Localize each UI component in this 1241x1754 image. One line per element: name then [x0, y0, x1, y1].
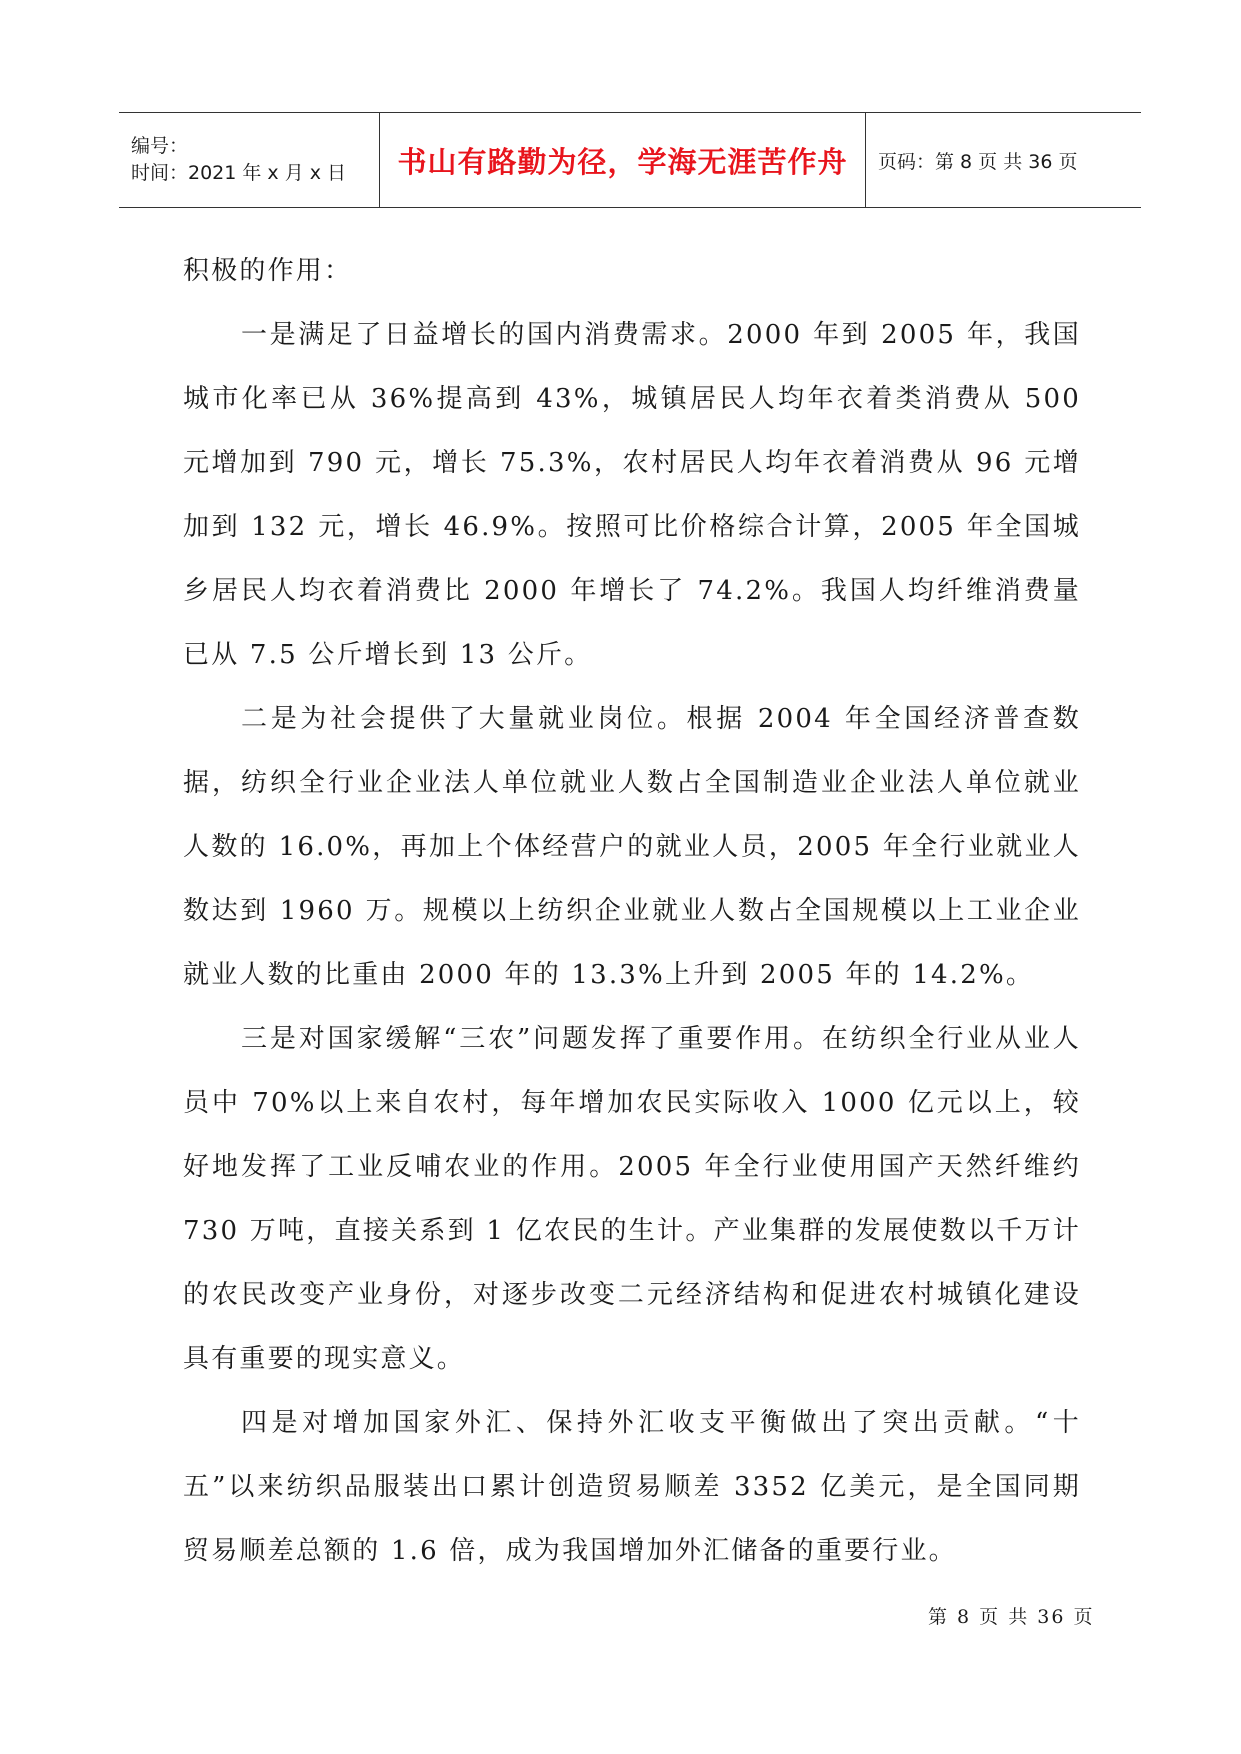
header-page-number: 页码：第 8 页 共 36 页	[878, 150, 1078, 173]
body-paragraph: 三是对国家缓解“三农”问题发挥了重要作用。在纺织全行业从业人员中 70%以上来自农村，每年增加农民实际收入 1000 亿元以上，较好地发挥了工业反哺农业的作用。2005 年全行业使用国产天然纤维约 730 万吨，直接关系到 1 亿农民的生计。产业集群的发展使数以千万计的农民改变产业身份，对逐步改变二元经济结构和促进农村城镇化建设具有重要的现实意义。	[183, 1024, 1081, 1374]
header-page-cell	[866, 113, 1141, 207]
body-paragraph: 四是对增加国家外汇、保持外汇收支平衡做出了突出贡献。“十五”以来纺织品服装出口累计创造贸易顺差 3352 亿美元，是全国同期贸易顺差总额的 1.6 倍，成为我国增加外汇储备的重要行业。	[183, 1408, 1081, 1566]
page-header	[119, 112, 1141, 208]
header-motto-cell	[380, 113, 866, 207]
body-paragraph: 一是满足了日益增长的国内消费需求。2000 年到 2005 年，我国城市化率已从 36%提高到 43%，城镇居民人均年衣着类消费从 500 元增加到 790 元，增长 75.3%，农村居民人均年衣着消费从 96 元增加到 132 元，增长 46.9%。按照可比价格综合计算，2005 年全国城乡居民人均衣着消费比 2000 年增长了 74.2%。我国人均纤维消费量已从 7.5 公斤增长到 13 公斤。	[183, 320, 1081, 670]
body-paragraph: 积极的作用：	[183, 256, 353, 286]
document-time-label: 时间：2021 年 x 月 x 日	[131, 162, 347, 184]
header-meta	[119, 113, 380, 207]
page-footer: 第 8 页 共 36 页	[928, 1606, 1095, 1628]
header-motto: 书山有路勤为径，学海无涯苦作舟	[397, 144, 848, 179]
document-number-label: 编号：	[131, 135, 189, 157]
body-paragraph: 二是为社会提供了大量就业岗位。根据 2004 年全国经济普查数据，纺织全行业企业法人单位就业人数占全国制造业企业法人单位就业人数的 16.0%，再加上个体经营户的就业人员，2005 年全行业就业人数达到 1960 万。规模以上纺织企业就业人数占全国规模以上工业企业就业人数的比重由 2000 年的 13.3%上升到 2005 年的 14.2%。	[183, 704, 1081, 990]
document-body	[183, 239, 1081, 1583]
